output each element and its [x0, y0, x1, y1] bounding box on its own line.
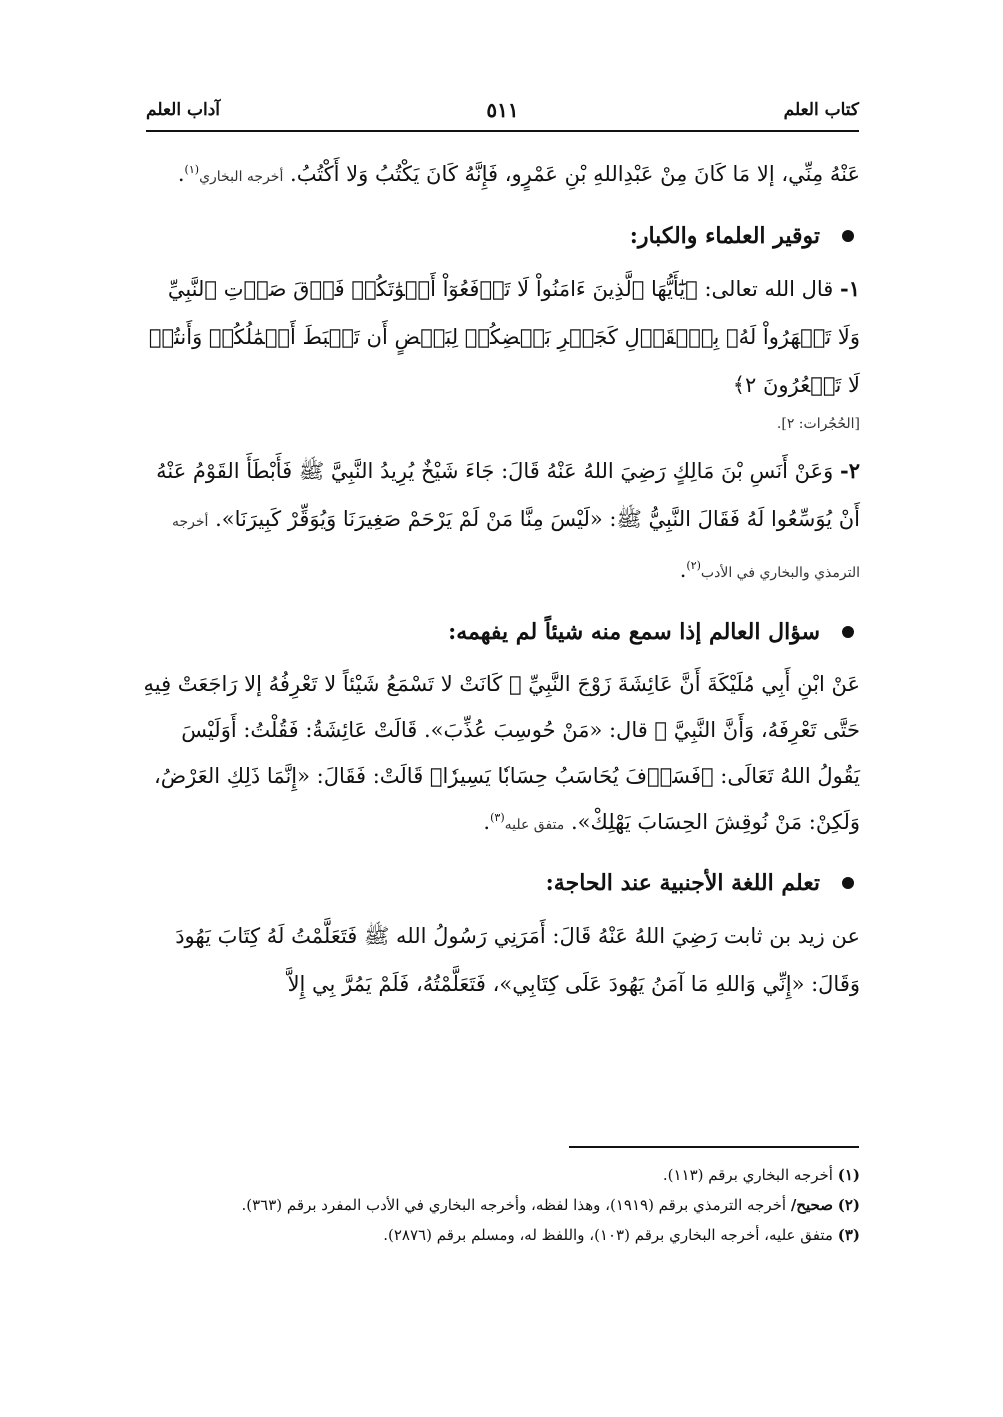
page-body — [140, 150, 860, 1008]
footnote-grade: صحيح/ — [790, 1196, 833, 1214]
footnote-text: أخرجه الترمذي برقم (١٩١٩)، وهذا لفظه، وأخرجه البخاري في الأدب المفرد برقم (٣٦٣). — [241, 1196, 787, 1214]
footnote-mark-1[interactable]: (١) — [184, 163, 200, 176]
hadith-source: أخرجه الترمذي والبخاري في الأدب — [171, 514, 860, 581]
footnote-text: أخرجه البخاري برقم (١٠٣)، واللفظ له، ومسلم برقم (٢٨٧٦). — [383, 1226, 760, 1244]
footnote-label: (١) — [837, 1166, 860, 1184]
quran-verse: ﴿يَٰٓأَيُّهَا ٱلَّذِينَ ءَامَنُواْ لَا تَرۡفَعُوٓاْ أَصۡوَٰتَكُمۡ فَوۡقَ صَوۡتِ ٱلنَّبِيِّ وَلَا تَجۡهَرُواْ لَهُۥ بِٱلۡقَوۡلِ كَجَهۡرِ بَعۡضِكُمۡ لِبَعۡضٍ أَن تَحۡبَطَ أَعۡمَٰلُكُمۡ وَأَنتُمۡ لَا تَشۡعُرُونَ ٢﴾ — [148, 277, 860, 397]
footnotes — [140, 1162, 860, 1252]
footnote — [140, 1192, 860, 1218]
list-item: ٢- وَعَنْ أَنَسِ بْنَ مَالِكٍ رَضِيَ اللهُ عَنْهُ قَالَ: جَاءَ شَيْخٌ يُرِيدُ النَّبِيَّ ﷺ فَأَبْطَأَ القَوْمُ عَنْهُ أَنْ يُوَسِّعُوا لَهُ فَقَالَ النَّبِيُّ ﷺ: «لَيْسَ مِنَّا مَنْ لَمْ يَرْحَمْ صَغِيرَنَا وَيُوَقِّرْ كَبِيرَنَا». أخرجه الترمذي والبخاري في الأدب$^{(٢)}$. — [156, 458, 860, 582]
intro-paragraph: عَنْهُ مِنِّي، إلا مَا كَانَ مِنْ عَبْدِاللهِ بْنِ عَمْرٍو، فَإِنَّهُ كَانَ يَكْتُبُ وَلا أَكْتُبُ. أخرجه البخاري$^{(١)}$. — [177, 162, 860, 186]
section-heading — [140, 862, 860, 904]
section-heading-text: سؤال العالم إذا سمع منه شيئاً لم يفهمه: — [448, 619, 820, 645]
hadith-text: عن زيد بن ثابت رَضِيَ اللهُ عَنْهُ قَالَ: أَمَرَنِي رَسُولُ الله ﷺ فَتَعَلَّمْتُ لَهُ كِتَابَ يَهُودَ وَقَالَ: «إِنِّي وَاللهِ مَا آمَنُ يَهُودَ عَلَى كِتَابِي»، فَتَعَلَّمْتُهُ، فَلَمْ يَمُرَّ بِي إِلاَّ — [175, 924, 860, 996]
footnote-label: (٢) — [837, 1196, 860, 1214]
bullet-icon — [842, 230, 854, 242]
hadith-source: متفق عليه — [504, 817, 565, 833]
item-lead: قال الله تعالى: — [704, 277, 834, 301]
list-item — [140, 265, 860, 409]
item-number: ٢- — [840, 458, 860, 483]
page-header — [146, 96, 859, 130]
header-divider — [146, 130, 859, 132]
footnote — [140, 1162, 860, 1188]
verse-reference: [الحُجُرات: ٢]. — [776, 416, 860, 432]
bullet-icon — [842, 626, 854, 638]
header-chapter-title: آداب العلم — [146, 100, 220, 120]
footnote-label: (٣) — [837, 1226, 860, 1244]
item-number: ١- — [840, 276, 860, 301]
section-heading — [140, 215, 860, 257]
hadith-paragraph — [140, 912, 860, 1008]
section-heading-text: تعلم اللغة الأجنبية عند الحاجة: — [545, 870, 820, 896]
section-heading — [140, 611, 860, 653]
hadith-text: عَنْ ابْنِ أَبِي مُلَيْكَةَ أَنَّ عَائِشَةَ زَوْجَ النَّبِيِّ ﷺ كَانَتْ لا تَسْمَعُ شَيْئاً لا تَعْرِفُهُ إلا رَاجَعَتْ فِيهِ حَتَّى تَعْرِفَهُ، وَأَنَّ النَّبِيَّ ﷺ قال: «مَنْ حُوسِبَ عُذِّبَ». قَالَتْ عَائِشَةُ: فَقُلْتُ: أَوَلَيْسَ يَقُولُ اللهُ تَعَالَى: ﴿فَسَوۡفَ يُحَاسَبُ حِسَابٗا يَسِيرٗا﴾ قَالَتْ: فَقَالَ: «إِنَّمَا ذَلِكِ العَرْضُ، وَلَكِنْ: مَنْ نُوقِشَ الحِسَابَ يَهْلِكْ». — [143, 672, 860, 834]
footnote — [140, 1222, 860, 1248]
footnote-divider — [569, 1146, 859, 1148]
page-number: ٥١١ — [486, 98, 519, 122]
intro-text: عَنْهُ مِنِّي، إلا مَا كَانَ مِنْ عَبْدِاللهِ بْنِ عَمْرٍو، فَإِنَّهُ كَانَ يَكْتُبُ وَلا أَكْتُبُ. — [290, 162, 860, 186]
footnote-grade: متفق عليه، — [764, 1226, 833, 1244]
hadith-paragraph: عَنْ ابْنِ أَبِي مُلَيْكَةَ أَنَّ عَائِشَةَ زَوْجَ النَّبِيِّ ﷺ كَانَتْ لا تَسْمَعُ شَيْئاً لا تَعْرِفُهُ إلا رَاجَعَتْ فِيهِ حَتَّى تَعْرِفَهُ، وَأَنَّ النَّبِيَّ ﷺ قال: «مَنْ حُوسِبَ عُذِّبَ». قَالَتْ عَائِشَةُ: فَقُلْتُ: أَوَلَيْسَ يَقُولُ اللهُ تَعَالَى: ﴿فَسَوۡفَ يُحَاسَبُ حِسَابٗا يَسِيرٗا﴾ قَالَتْ: فَقَالَ: «إِنَّمَا ذَلِكِ العَرْضُ، وَلَكِنْ: مَنْ نُوقِشَ الحِسَابَ يَهْلِكْ». متفق عليه$^{(٣)}$. — [143, 672, 860, 834]
bullet-icon — [842, 877, 854, 889]
section-heading-text: توقير العلماء والكبار: — [629, 223, 820, 249]
footnote-text: أخرجه البخاري برقم (١١٣). — [662, 1166, 833, 1184]
footnote-mark-2[interactable]: (٢) — [686, 559, 701, 572]
footnote-mark-3[interactable]: (٣) — [490, 811, 505, 824]
hadith-text: وَعَنْ أَنَسِ بْنَ مَالِكٍ رَضِيَ اللهُ عَنْهُ قَالَ: جَاءَ شَيْخٌ يُرِيدُ النَّبِيَّ ﷺ فَأَبْطَأَ القَوْمُ عَنْهُ أَنْ يُوَسِّعُوا لَهُ فَقَالَ النَّبِيُّ ﷺ: «لَيْسَ مِنَّا مَنْ لَمْ يَرْحَمْ صَغِيرَنَا وَيُوَقِّرْ كَبِيرَنَا». — [156, 459, 860, 531]
intro-source: أخرجه البخاري — [199, 169, 284, 185]
header-book-title: كتاب العلم — [783, 100, 859, 120]
